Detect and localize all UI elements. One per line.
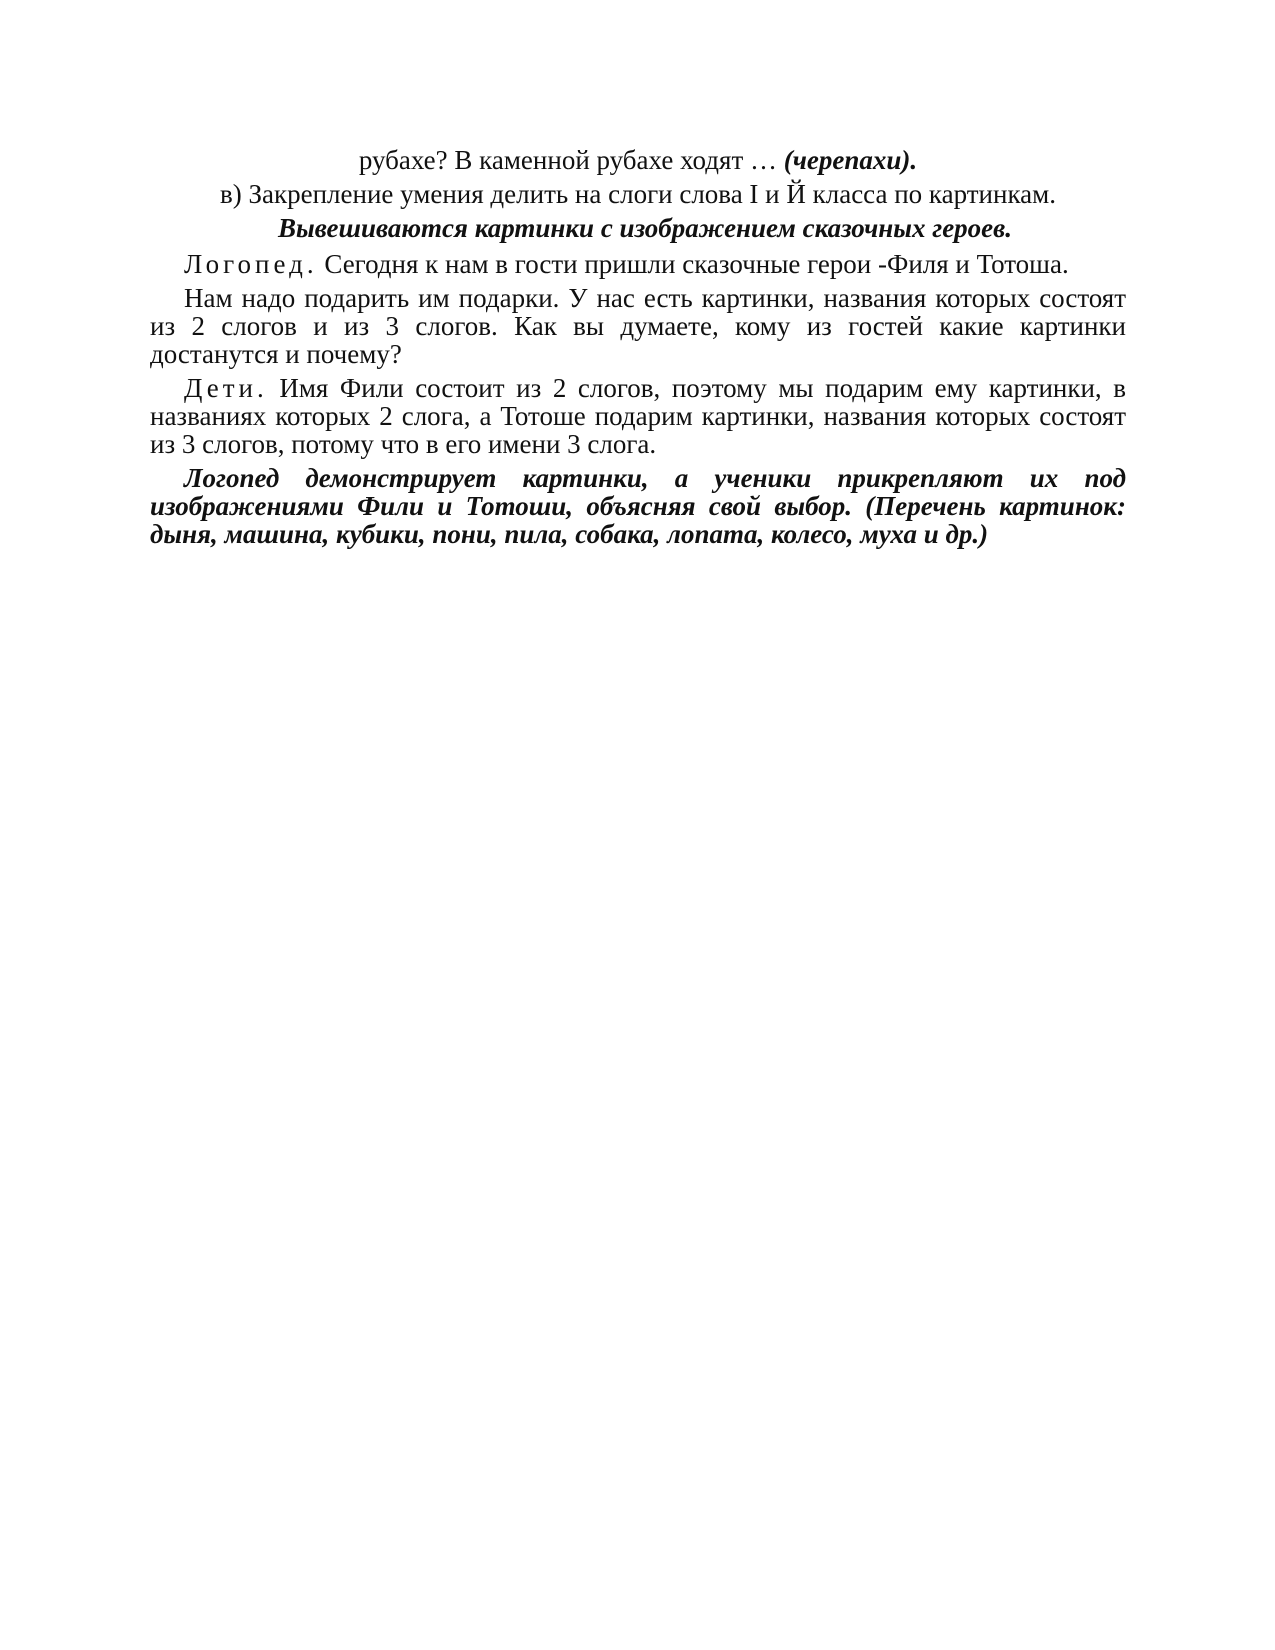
paragraph-children	[150, 374, 1126, 458]
paragraph-demonstration: Логопед демонстрирует картинки, а ученики прикрепляют их под изображениями Фили и Тотоши, объясняя свой выбор. (Перечень картинок: дыня, машина, кубики, пони, пила, собака, лопата, колесо, муха и др.)	[150, 463, 1126, 549]
riddle-text: рубахе? В каменной рубахе ходят …	[358, 145, 784, 175]
paragraph-gifts: Нам надо подарить им подарки. У нас есть картинки, названия которых состоят из 2 слогов и из 3 слогов. Как вы думаете, кому из гостей какие картинки достанутся и почему?	[150, 283, 1126, 369]
speaker-label-children: Дети.	[184, 373, 268, 403]
paragraph-text: Имя Фили состоит из 2 слогов, поэтому мы подарим ему картинки, в названиях которых 2 слога, а Тотоше подарим картинки, названия которых состоят из 3 слогов, потому что в его имени 3 слога.	[150, 373, 1126, 459]
section-task-line: в) Закрепление умения делить на слоги слова I и Й класса по картинкам.	[220, 179, 1056, 209]
paragraph-speech-therapist	[150, 250, 1126, 278]
section-heading: Вывешиваются картинки с изображением сказочных героев.	[278, 213, 1012, 243]
riddle-answer-line	[150, 146, 1126, 174]
paragraph-text: Сегодня к нам в гости пришли сказочные герои -Филя и Тотоша.	[317, 249, 1069, 279]
riddle-answer: (черепахи).	[783, 145, 918, 175]
document-body	[150, 146, 1126, 554]
speaker-label-therapist: Логопед.	[184, 249, 318, 279]
